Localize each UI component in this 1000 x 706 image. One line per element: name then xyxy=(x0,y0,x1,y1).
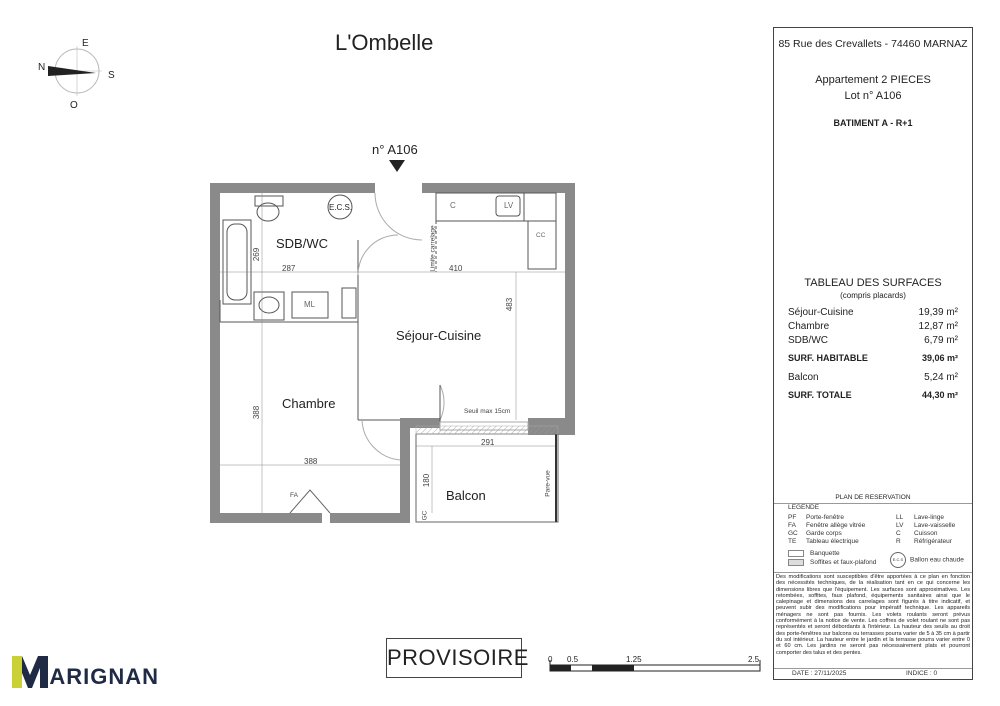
surfaces-title: TABLEAU DES SURFACES xyxy=(804,277,942,289)
surface-balcon-row xyxy=(788,372,958,383)
ml-label: ML xyxy=(304,300,316,309)
scale-label-0: 0 xyxy=(548,655,553,664)
surface-balcon-label: Balcon xyxy=(788,372,819,383)
surface-totale-row xyxy=(788,390,958,400)
surface-balcon-value: 5,24 m² xyxy=(924,372,958,383)
legend-panel xyxy=(773,492,973,680)
dim-388-vertical: 388 xyxy=(252,405,262,420)
legend-code: TE xyxy=(788,538,797,545)
legend-item xyxy=(896,514,944,521)
dim-291: 291 xyxy=(481,438,495,447)
cuisson-label: C xyxy=(450,201,456,210)
surface-habitable-row xyxy=(788,353,958,363)
surfaces-subtitle: (compris placards) xyxy=(840,291,906,300)
lot-number: Lot n° A106 xyxy=(844,90,902,102)
dim-180: 180 xyxy=(422,473,432,488)
surface-label: Chambre xyxy=(788,321,830,332)
legend-code: LL xyxy=(896,514,904,521)
legend-item xyxy=(788,530,842,537)
legend-item xyxy=(788,514,844,521)
legend-text: Tableau électrique xyxy=(806,538,859,545)
surface-row xyxy=(788,307,958,318)
dim-483: 483 xyxy=(505,297,515,312)
surface-habitable-label: SURF. HABITABLE xyxy=(788,353,868,363)
compass-s-label: S xyxy=(108,70,115,81)
dim-410: 410 xyxy=(449,264,463,273)
legend-banquette-text: Banquette xyxy=(810,550,840,558)
apartment-type: Appartement 2 PIECES xyxy=(815,74,931,86)
situation-map-frame xyxy=(773,148,973,272)
legend-text: Garde corps xyxy=(806,530,842,537)
pare-vue-label: Pare-vue xyxy=(544,470,552,497)
address: 85 Rue des Crevallets - 74460 MARNAZ xyxy=(778,38,968,50)
legend-code: R xyxy=(896,538,901,545)
surface-totale-label: SURF. TOTALE xyxy=(788,390,852,400)
legend-item xyxy=(896,530,937,537)
legend-item xyxy=(788,538,859,545)
surface-value: 19,39 m² xyxy=(918,307,958,318)
ecs-legend-icon: E.C.S xyxy=(890,552,906,568)
lot-marker-arrow-icon xyxy=(389,160,405,172)
ecs-label: E.C.S. xyxy=(329,203,353,212)
surface-label: SDB/WC xyxy=(788,335,828,346)
dim-287: 287 xyxy=(282,264,296,273)
marignan-logo-text xyxy=(30,664,159,690)
scale-label-0-5: 0.5 xyxy=(567,655,579,664)
limite-carrelage-label: Limite carrelage xyxy=(429,225,437,272)
legend-item xyxy=(896,522,955,529)
gc-label: GC xyxy=(421,510,429,521)
seuil-label: Seuil max 15cm xyxy=(464,408,511,415)
provisoire-stamp: PROVISOIRE xyxy=(386,638,522,678)
legend-code: GC xyxy=(788,530,798,537)
lv-label: LV xyxy=(504,201,514,210)
legend-soffites xyxy=(788,559,876,566)
surface-value: 6,79 m² xyxy=(924,335,958,346)
compass-e-label: E xyxy=(82,38,89,49)
legend-code: LV xyxy=(896,522,904,529)
compass-o-label: O xyxy=(70,100,78,111)
room-label-sejour: Séjour-Cuisine xyxy=(396,328,482,343)
scale-label-1-25: 1.25 xyxy=(626,655,642,664)
room-label-sdb: SDB/WC xyxy=(276,236,328,251)
walls xyxy=(210,183,575,523)
disclaimer-text: Des modifications sont susceptibles d'être apportées à ce plan en fonction des nécessités techniques, de la réalisation tant en ce qui concerne les dimensions libres que l'équipement. Les surfaces sont approximatives. Les retombées, soffites, faux plafond, équipements sanitaires ainsi que le calepinage et dimensions des carrelages sont figurés à titre indicatif, et peuvent subir des modifications pour impératif technique. Les appareils ménagers ne sont pas fournis. Les volets roulants seront prévus conformément à la notice de vente. Les coffres de volet roulant ne sont pas représentés et seront débordants à l'intérieur. La hauteur des seuils au droit des porte-fenêtres sur balcons ou terrasses pourra varier de 5 à 35 cm à partir du sol intérieur. La hauteur entre le jardin et la terrasse pourra varier entre 0 et 60 cm. Les jardins ne seront pas nécessairement plats et pourront comporter des talus et des pentes. xyxy=(776,574,971,656)
logo-text: ARIGNAN xyxy=(49,664,159,689)
surface-row xyxy=(788,321,958,332)
lot-marker-label: n° A106 xyxy=(372,142,418,157)
info-panel xyxy=(773,27,973,149)
legend-text: Lave-linge xyxy=(914,514,944,521)
legend-code: FA xyxy=(788,522,796,529)
cc-label: CC xyxy=(536,232,546,239)
fa-label: FA xyxy=(290,492,298,499)
legend-text: Cuisson xyxy=(914,530,938,537)
surface-habitable-value: 39,06 m² xyxy=(921,353,958,363)
legend-text: Réfrigérateur xyxy=(914,538,952,545)
batiment: BATIMENT A - R+1 xyxy=(833,118,913,128)
room-label-chambre: Chambre xyxy=(282,396,336,411)
surface-value: 12,87 m² xyxy=(918,321,958,332)
legend-title: LEGENDE xyxy=(788,504,820,511)
legend-ecs xyxy=(890,552,964,568)
legend-text: Lave-vaisselle xyxy=(914,522,956,529)
surface-totale-value: 44,30 m² xyxy=(921,390,958,400)
dim-388-horizontal: 388 xyxy=(304,457,318,466)
dim-269: 269 xyxy=(252,247,262,262)
project-title: L'Ombelle xyxy=(335,30,434,55)
legend-code: C xyxy=(896,530,901,537)
surface-row xyxy=(788,335,958,346)
plan-title: PLAN DE RESERVATION xyxy=(835,494,911,501)
footer-date: DATE : 27/11/2025 xyxy=(792,670,847,677)
legend-text: Fenêtre allège vitrée xyxy=(806,522,866,529)
legend-ecs-text: Ballon eau chaude xyxy=(910,556,964,564)
legend-item xyxy=(896,538,952,545)
footer-indice: INDICE : 0 xyxy=(906,670,938,677)
room-label-balcon: Balcon xyxy=(446,488,486,503)
legend-banquette xyxy=(788,550,840,557)
surface-label: Séjour-Cuisine xyxy=(788,307,854,318)
scale-bar xyxy=(550,660,760,671)
scale-label-2-5: 2.5 xyxy=(748,655,760,664)
compass xyxy=(48,46,102,96)
compass-n-label: N xyxy=(38,62,46,73)
legend-code: PF xyxy=(788,514,797,521)
legend-item xyxy=(788,522,865,529)
legend-text: Porte-fenêtre xyxy=(806,514,844,521)
legend-soffites-text: Soffites et faux-plafond xyxy=(810,559,877,567)
surfaces-table xyxy=(773,271,973,493)
